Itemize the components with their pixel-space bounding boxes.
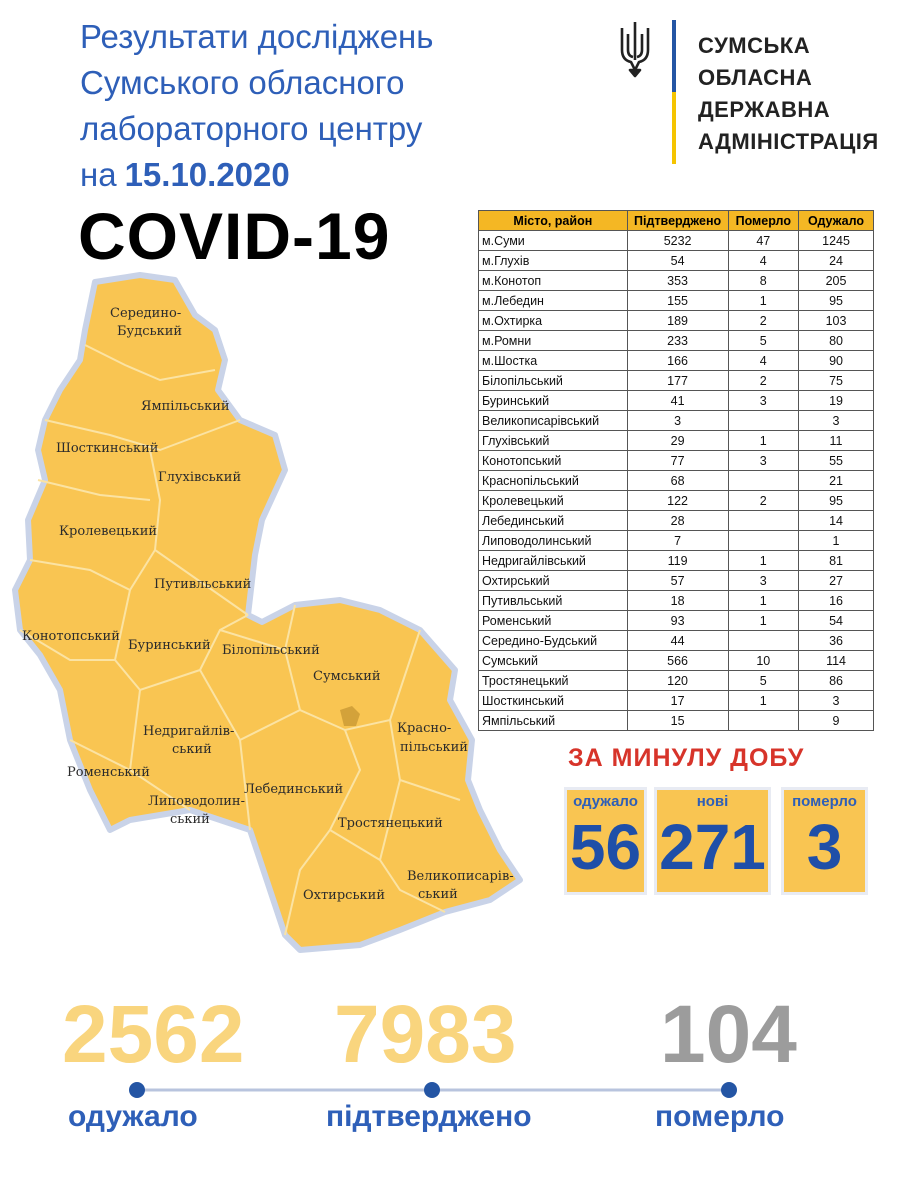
table-row <box>479 571 874 591</box>
timeline-dot <box>424 1082 440 1098</box>
region-label: Красно- <box>397 721 452 736</box>
date-prefix: на <box>80 156 117 193</box>
cell-city: Путивльський <box>479 591 628 611</box>
table-header-row <box>479 211 874 231</box>
cell-city: Великописарівський <box>479 411 628 431</box>
daily-heading: ЗА МИНУЛУ ДОБУ <box>568 744 805 772</box>
cell-city: м.Конотоп <box>479 271 628 291</box>
table-body <box>479 231 874 731</box>
daily-recovered-card <box>564 787 647 895</box>
table-row <box>479 391 874 411</box>
cell-city: Кролевецький <box>479 491 628 511</box>
cell-deaths: 2 <box>728 491 799 511</box>
cell-confirmed: 17 <box>627 691 728 711</box>
cell-city: Шосткинський <box>479 691 628 711</box>
logo-line-4: АДМІНІСТРАЦІЯ <box>698 129 879 154</box>
table-row <box>479 671 874 691</box>
logo-line-3: ДЕРЖАВНА <box>698 97 831 122</box>
cell-confirmed: 566 <box>627 651 728 671</box>
administration-logo <box>618 20 888 170</box>
table-row <box>479 431 874 451</box>
title-line-2: Сумського обласного <box>80 64 405 101</box>
table-row <box>479 711 874 731</box>
cell-city: Роменський <box>479 611 628 631</box>
cell-recovered: 205 <box>799 271 874 291</box>
cell-confirmed: 166 <box>627 351 728 371</box>
daily-recovered-label: одужало <box>573 793 638 810</box>
cell-confirmed: 3 <box>627 411 728 431</box>
cell-city: Білопільський <box>479 371 628 391</box>
cell-city: Краснопільський <box>479 471 628 491</box>
cell-recovered: 54 <box>799 611 874 631</box>
cell-deaths <box>728 711 799 731</box>
cell-recovered: 9 <box>799 711 874 731</box>
cell-deaths: 1 <box>728 611 799 631</box>
cases-table <box>478 210 874 731</box>
cell-recovered: 3 <box>799 411 874 431</box>
cell-city: м.Шостка <box>479 351 628 371</box>
region-label: Роменський <box>67 765 150 780</box>
cell-city: Тростянецький <box>479 671 628 691</box>
region-label: Великописарів- <box>407 869 514 884</box>
cell-deaths <box>728 471 799 491</box>
cell-confirmed: 5232 <box>627 231 728 251</box>
cell-confirmed: 29 <box>627 431 728 451</box>
table-row <box>479 591 874 611</box>
cell-recovered: 36 <box>799 631 874 651</box>
region-label: Глухівський <box>158 470 242 485</box>
logo-text <box>698 30 879 158</box>
column-header-city: Місто, район <box>479 211 628 231</box>
cell-recovered: 24 <box>799 251 874 271</box>
timeline-dot <box>721 1082 737 1098</box>
cell-city: Лебединський <box>479 511 628 531</box>
table-row <box>479 351 874 371</box>
table-row <box>479 311 874 331</box>
cell-deaths: 2 <box>728 371 799 391</box>
daily-recovered-value: 56 <box>569 811 642 883</box>
cell-confirmed: 18 <box>627 591 728 611</box>
cell-confirmed: 7 <box>627 531 728 551</box>
cell-confirmed: 93 <box>627 611 728 631</box>
trident-icon <box>618 20 652 78</box>
cell-city: Ямпільський <box>479 711 628 731</box>
cell-deaths: 5 <box>728 671 799 691</box>
report-date: 15.10.2020 <box>124 156 290 193</box>
cell-city: Буринський <box>479 391 628 411</box>
logo-line-1: СУМСЬКА <box>698 33 811 58</box>
region-label: Білопільський <box>222 643 320 658</box>
cell-deaths: 5 <box>728 331 799 351</box>
daily-new-value: 271 <box>659 811 766 883</box>
cell-confirmed: 54 <box>627 251 728 271</box>
cell-deaths <box>728 531 799 551</box>
cell-confirmed: 353 <box>627 271 728 291</box>
region-label: Будський <box>117 324 183 339</box>
cell-confirmed: 155 <box>627 291 728 311</box>
cell-deaths: 1 <box>728 591 799 611</box>
region-label: Сумський <box>313 669 381 684</box>
table-row <box>479 271 874 291</box>
title-line-4 <box>80 152 520 198</box>
region-label: Охтирський <box>303 888 385 903</box>
logo-flag-bar <box>672 20 676 164</box>
cell-deaths <box>728 631 799 651</box>
cell-confirmed: 122 <box>627 491 728 511</box>
column-header-confirmed: Підтверджено <box>627 211 728 231</box>
region-map-svg <box>0 270 540 960</box>
cell-confirmed: 77 <box>627 451 728 471</box>
cell-deaths <box>728 511 799 531</box>
table-row <box>479 371 874 391</box>
cell-city: м.Лебедин <box>479 291 628 311</box>
cell-confirmed: 57 <box>627 571 728 591</box>
cell-recovered: 3 <box>799 691 874 711</box>
region-label: Конотопський <box>22 629 120 644</box>
cell-recovered: 114 <box>799 651 874 671</box>
cell-confirmed: 189 <box>627 311 728 331</box>
cell-deaths: 3 <box>728 571 799 591</box>
table-row <box>479 491 874 511</box>
cell-deaths: 3 <box>728 451 799 471</box>
cell-recovered: 1245 <box>799 231 874 251</box>
cell-deaths: 8 <box>728 271 799 291</box>
total-confirmed-value: 7983 <box>334 989 517 1080</box>
title-line-3: лабораторного центру <box>80 110 423 147</box>
cell-deaths <box>728 411 799 431</box>
timeline-dot <box>129 1082 145 1098</box>
cell-recovered: 16 <box>799 591 874 611</box>
region-label: пільський <box>400 740 468 755</box>
cell-deaths: 47 <box>728 231 799 251</box>
daily-new-card <box>654 787 771 895</box>
cell-deaths: 1 <box>728 691 799 711</box>
cell-city: Недригайлівський <box>479 551 628 571</box>
table-row <box>479 611 874 631</box>
cell-recovered: 27 <box>799 571 874 591</box>
table-row <box>479 551 874 571</box>
table-row <box>479 291 874 311</box>
region-label: Тростянецький <box>338 816 443 831</box>
cell-deaths: 3 <box>728 391 799 411</box>
cell-confirmed: 28 <box>627 511 728 531</box>
table-row <box>479 411 874 431</box>
covid-heading: COVID-19 <box>78 199 391 273</box>
daily-deaths-label: померло <box>792 793 857 810</box>
region-label: Шосткинський <box>56 441 159 456</box>
cell-city: Конотопський <box>479 451 628 471</box>
cell-recovered: 14 <box>799 511 874 531</box>
cell-city: Липоводолинський <box>479 531 628 551</box>
region-map <box>0 270 540 960</box>
cell-confirmed: 119 <box>627 551 728 571</box>
cell-city: м.Охтирка <box>479 311 628 331</box>
logo-line-2: ОБЛАСНА <box>698 65 813 90</box>
total-recovered-value: 2562 <box>62 989 245 1080</box>
cell-city: м.Глухів <box>479 251 628 271</box>
cell-recovered: 81 <box>799 551 874 571</box>
cell-recovered: 11 <box>799 431 874 451</box>
cell-city: Охтирський <box>479 571 628 591</box>
cell-deaths: 2 <box>728 311 799 331</box>
cell-confirmed: 44 <box>627 631 728 651</box>
cell-deaths: 1 <box>728 431 799 451</box>
region-label: ський <box>170 812 210 827</box>
region-label: ський <box>418 887 458 902</box>
region-label: Путивльський <box>154 577 252 592</box>
region-label: ський <box>172 742 212 757</box>
cell-city: м.Суми <box>479 231 628 251</box>
table-row <box>479 231 874 251</box>
cell-deaths: 10 <box>728 651 799 671</box>
total-confirmed-label: підтверджено <box>326 1100 532 1133</box>
page-title <box>80 14 520 198</box>
cell-confirmed: 41 <box>627 391 728 411</box>
cell-recovered: 55 <box>799 451 874 471</box>
table-row <box>479 251 874 271</box>
oblast-shape <box>15 275 520 950</box>
region-label: Недригайлів- <box>143 724 235 739</box>
table-row <box>479 331 874 351</box>
column-header-deaths: Померло <box>728 211 799 231</box>
cell-city: Середино-Будський <box>479 631 628 651</box>
table-row <box>479 631 874 651</box>
cell-city: м.Ромни <box>479 331 628 351</box>
cell-recovered: 95 <box>799 491 874 511</box>
table-row <box>479 451 874 471</box>
cell-deaths: 1 <box>728 291 799 311</box>
total-deaths-value: 104 <box>660 989 797 1080</box>
cell-deaths: 1 <box>728 551 799 571</box>
region-label: Лебединський <box>244 782 344 797</box>
cell-confirmed: 177 <box>627 371 728 391</box>
table-row <box>479 651 874 671</box>
cell-recovered: 80 <box>799 331 874 351</box>
title-line-1: Результати досліджень <box>80 18 434 55</box>
cell-city: Сумський <box>479 651 628 671</box>
daily-deaths-card <box>781 787 868 895</box>
cell-recovered: 21 <box>799 471 874 491</box>
cell-recovered: 103 <box>799 311 874 331</box>
cell-recovered: 19 <box>799 391 874 411</box>
total-recovered-label: одужало <box>68 1100 198 1133</box>
region-label: Буринський <box>128 638 211 653</box>
total-deaths-label: померло <box>655 1100 785 1133</box>
cell-recovered: 86 <box>799 671 874 691</box>
region-label: Липоводолин- <box>148 794 245 809</box>
cell-confirmed: 120 <box>627 671 728 691</box>
cell-recovered: 90 <box>799 351 874 371</box>
cell-recovered: 95 <box>799 291 874 311</box>
cell-deaths: 4 <box>728 351 799 371</box>
cell-recovered: 1 <box>799 531 874 551</box>
cell-confirmed: 68 <box>627 471 728 491</box>
table-row <box>479 691 874 711</box>
cell-confirmed: 15 <box>627 711 728 731</box>
region-label: Ямпільський <box>141 399 230 414</box>
cell-recovered: 75 <box>799 371 874 391</box>
cell-confirmed: 233 <box>627 331 728 351</box>
daily-deaths-value: 3 <box>806 811 843 883</box>
cell-deaths: 4 <box>728 251 799 271</box>
table-row <box>479 511 874 531</box>
cell-city: Глухівський <box>479 431 628 451</box>
column-header-recovered: Одужало <box>799 211 874 231</box>
table-row <box>479 531 874 551</box>
region-label: Кролевецький <box>59 524 158 539</box>
region-label: Середино- <box>110 306 182 321</box>
daily-new-label: нові <box>696 793 729 810</box>
table-row <box>479 471 874 491</box>
